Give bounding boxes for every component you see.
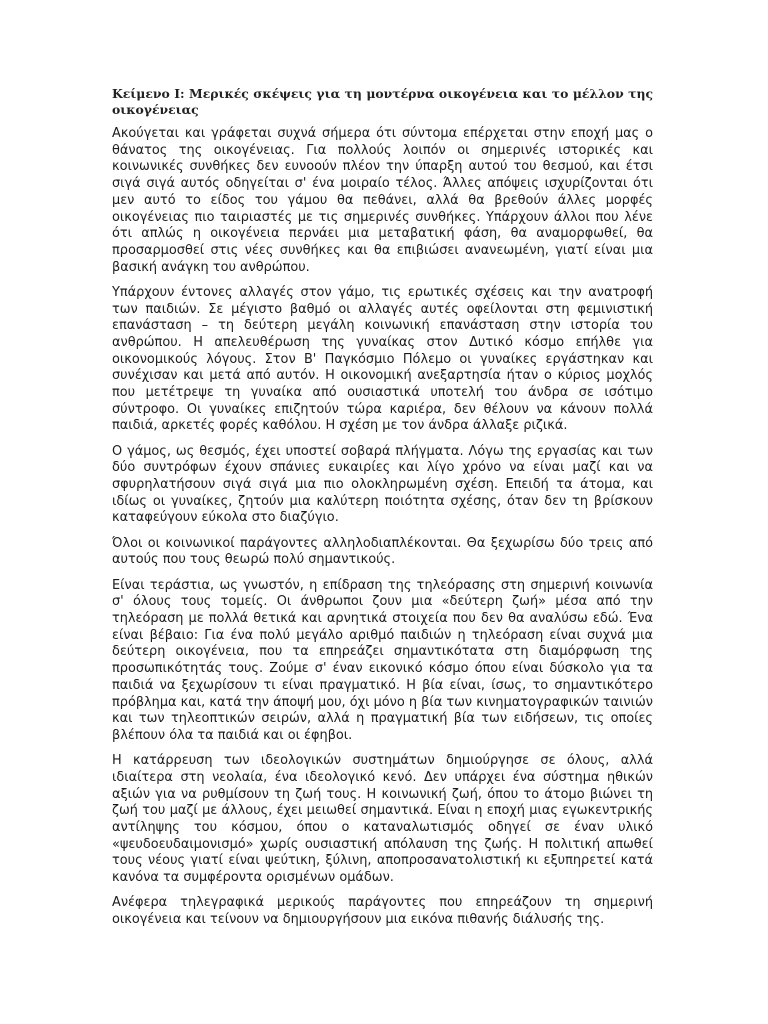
- document-page: [112, 86, 653, 929]
- paragraph-5: Είναι τεράστια, ως γνωστόν, η επίδραση της τηλεόρασης στη σημερινή κοινωνία σ' όλους τους τομείς. Οι άνθρωποι ζουν μια «δεύτερη ζωή» μέσα από την τηλεόραση με πολλά θετικά και αρνητικά στοιχεία που δεν θα αναλύσω εδώ. Ένα είναι βέβαιο: Για ένα πολύ μεγάλο αριθμό παιδιών η τηλεόραση είναι συχνά μια δεύτερη οικογένεια, που τα επηρεάζει σημαντικότατα στη διαμόρφωση της προσωπικότητάς τους. Ζούμε σ' έναν εικονικό κόσμο όπου είναι δύσκολο για τα παιδιά να ξεχωρίσουν τι είναι πραγματικό. Η βία είναι, ίσως, το σημαντικότερο πρόβλημα και, κατά την άποψή μου, όχι μόνο η βία των κινηματογραφικών ταινιών και των τηλεοπτικών σειρών, αλλά η πραγματική βία των ειδήσεων, τις οποίες βλέπουν όλα τα παιδιά και οι έφηβοι.: [112, 577, 653, 743]
- paragraph-6: Η κατάρρευση των ιδεολογικών συστημάτων δημιούργησε σε όλους, αλλά ιδιαίτερα στη νεολαία, ένα ιδεολογικό κενό. Δεν υπάρχει ένα σύστημα ηθικών αξιών για να ρυθμίσουν τη ζωή τους. Η κοινωνική ζωή, όπου το άτομο βιώνει τη ζωή του μαζί με άλλους, έχει μειωθεί σημαντικά. Είναι η εποχή μιας εγωκεντρικής αντίληψης του κόσμου, όπου ο καταναλωτισμός οδηγεί σε έναν υλικό «ψευδοευδαιμονισμό» χωρίς ουσιαστική απόλαυση της ζωής. Η πολιτική απωθεί τους νέους γιατί είναι ψεύτικη, ξύλινη, αποπροσανατολιστική κι εξυπηρετεί κατά κανόνα τα συμφέροντα ορισμένων ομάδων.: [112, 753, 653, 886]
- document-title: Κείμενο Ι: Μερικές σκέψεις για τη μοντέρνα οικογένεια και το μέλλον της οικογένειας: [112, 86, 653, 117]
- paragraph-3: Ο γάμος, ως θεσμός, έχει υποστεί σοβαρά πλήγματα. Λόγω της εργασίας και των δύο συντρόφων έχουν σπάνιες ευκαιρίες και λίγο χρόνο να είναι μαζί και να σφυρηλατήσουν σιγά σιγά μια πιο ολοκληρωμένη σχέση. Επειδή τα άτομα, και ιδίως οι γυναίκες, ζητούν μια καλύτερη ποιότητα σχέσης, όταν δεν τη βρίσκουν καταφεύγουν εύκολα στο διαζύγιο.: [112, 443, 653, 526]
- paragraph-7: Ανέφερα τηλεγραφικά μερικούς παράγοντες που επηρεάζουν τη σημερινή οικογένεια και τείνουν να δημιουργήσουν μια εικόνα πιθανής διάλυσής της.: [112, 895, 653, 927]
- paragraph-1: Ακούγεται και γράφεται συχνά σήμερα ότι σύντομα επέρχεται στην εποχή μας ο θάνατος της οικογένειας. Για πολλούς λοιπόν οι σημερινές ιστορικές και κοινωνικές συνθήκες δεν ευνοούν πλέον την ύπαρξη αυτού του θεσμού, και έτσι σιγά σιγά αυτός οδηγείται σ' ένα μοιραίο τέλος. Άλλες απόψεις ισχυρίζονται ότι μεν αυτό το είδος του γάμου θα πεθάνει, αλλά θα βρεθούν άλλες μορφές οικογένειας πιο ταιριαστές με τις σημερινές συνθήκες. Υπάρχουν άλλοι που λένε ότι απλώς η οικογένεια περνάει μια μεταβατική φάση, θα αναμορφωθεί, θα προσαρμοσθεί στις νέες συνθήκες και θα επιβιώσει ανανεωμένη, γιατί είναι μια βασική ανάγκη του ανθρώπου.: [112, 126, 653, 275]
- paragraph-2: Υπάρχουν έντονες αλλαγές στον γάμο, τις ερωτικές σχέσεις και την ανατροφή των παιδιών. Σε μέγιστο βαθμό οι αλλαγές αυτές οφείλονται στη φεμινιστική επανάσταση – τη δεύτερη μεγάλη κοινωνική επανάσταση στην ιστορία του ανθρώπου. Η απελευθέρωση της γυναίκας στον Δυτικό κόσμο επήλθε για οικονομικούς λόγους. Στον Β' Παγκόσμιο Πόλεμο οι γυναίκες εργάστηκαν και συνέχισαν και μετά από αυτόν. Η οικονομική ανεξαρτησία ήταν ο κύριος μοχλός που μετέτρεψε τη γυναίκα από ουσιαστικά υποτελή του άνδρα σε ισότιμο σύντροφο. Οι γυναίκες επιζητούν τώρα καριέρα, δεν θέλουν να κάνουν πολλά παιδιά, αρκετές φορές καθόλου. Η σχέση με τον άνδρα άλλαξε ριζικά.: [112, 284, 653, 434]
- paragraph-4: Όλοι οι κοινωνικοί παράγοντες αλληλοδιαπλέκονται. Θα ξεχωρίσω δύο τρεις από αυτούς που τους θεωρώ πολύ σημαντικούς.: [112, 535, 653, 568]
